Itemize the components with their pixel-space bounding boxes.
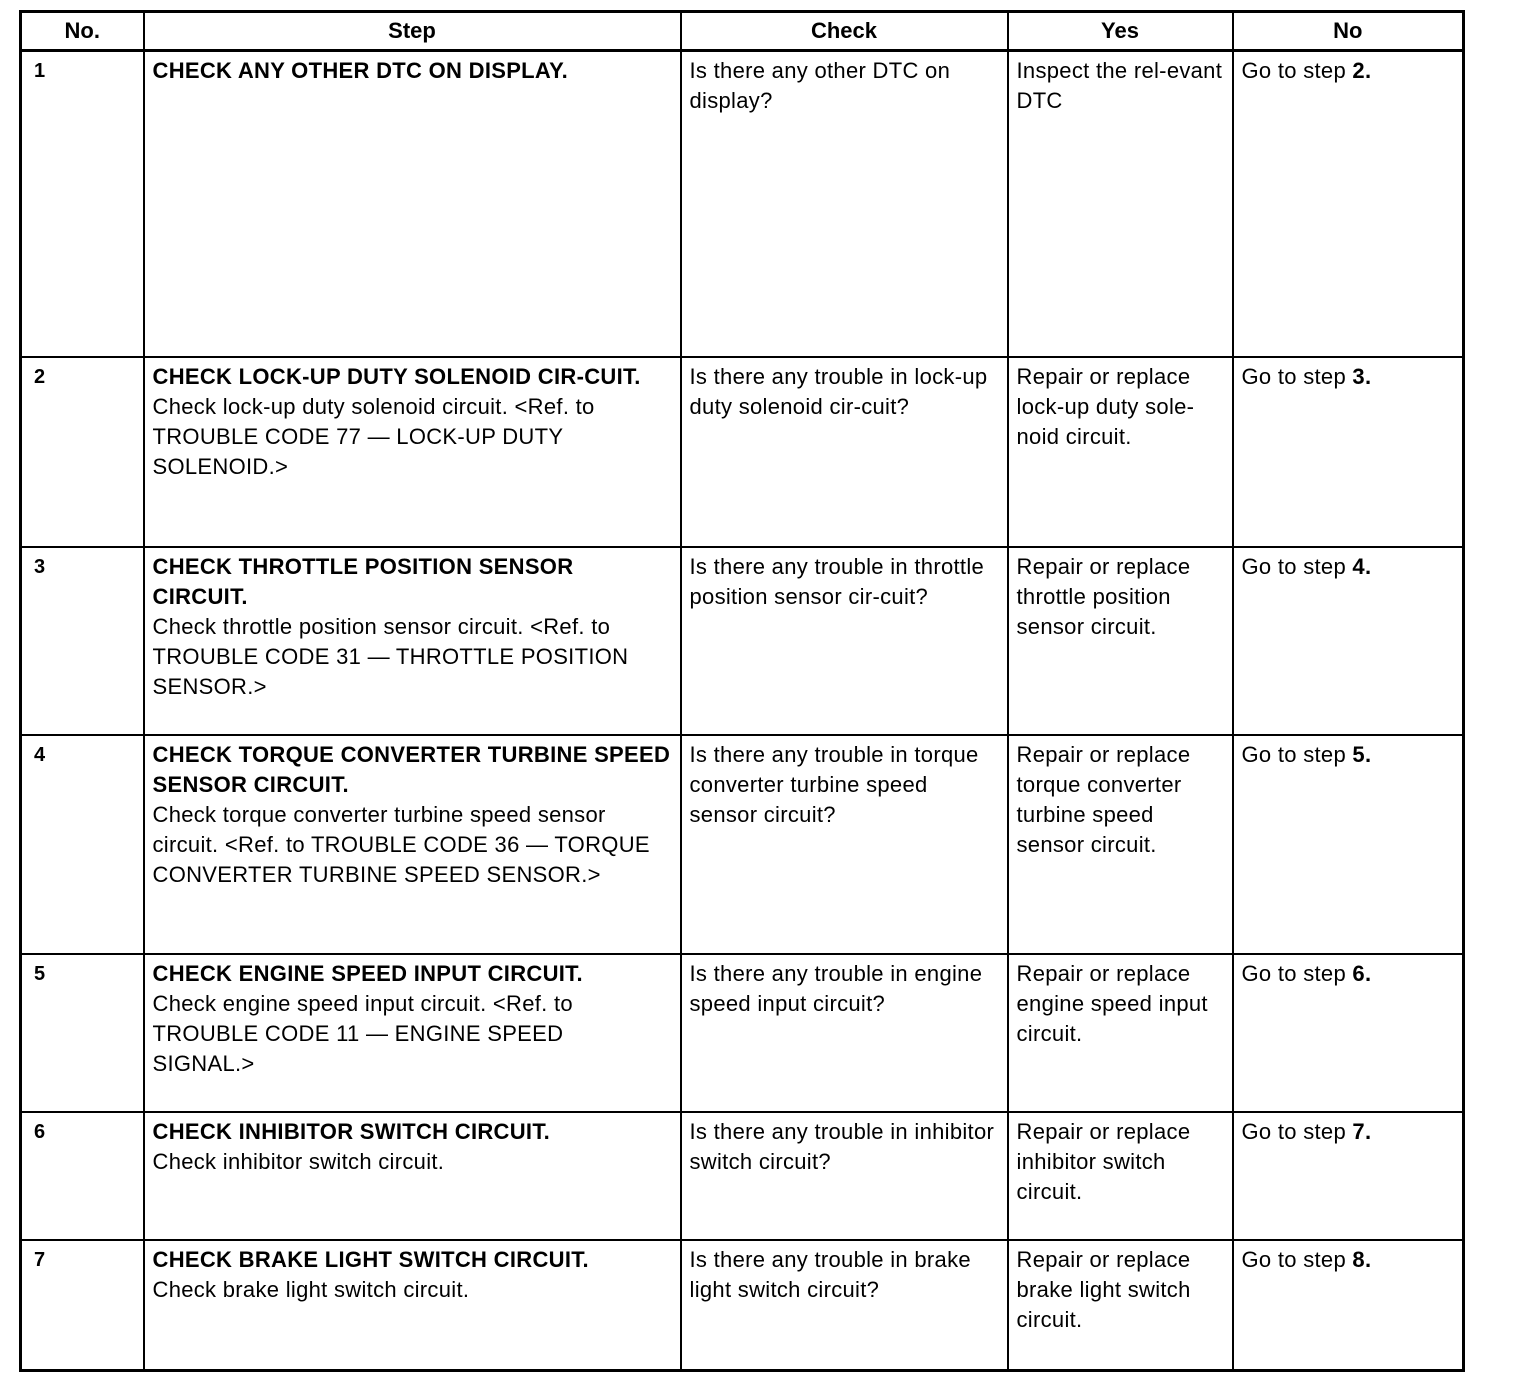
step-cell	[144, 735, 681, 954]
table-row	[21, 547, 1464, 735]
check-cell: Is there any trouble in lock-up duty solenoid cir-cuit?	[681, 357, 1008, 547]
goto-suffix: .	[1364, 742, 1372, 767]
table-row	[21, 954, 1464, 1112]
table-row	[21, 1240, 1464, 1371]
check-cell: Is there any other DTC on display?	[681, 51, 1008, 358]
goto-step-number: 6	[1352, 961, 1365, 986]
goto-suffix: .	[1364, 961, 1372, 986]
header-check: Check	[681, 12, 1008, 51]
step-title: CHECK THROTTLE POSITION SENSOR CIRCUIT.	[152, 554, 574, 609]
yes-cell: Repair or replace lock-up duty sole-noid circuit.	[1008, 357, 1233, 547]
table-row	[21, 357, 1464, 547]
step-title: CHECK INHIBITOR SWITCH CIRCUIT.	[152, 1119, 551, 1144]
step-cell	[144, 51, 681, 358]
table-row	[21, 51, 1464, 358]
step-title: CHECK ENGINE SPEED INPUT CIRCUIT.	[152, 961, 583, 986]
yes-cell: Repair or replace torque converter turbine speed sensor circuit.	[1008, 735, 1233, 954]
yes-cell: Inspect the rel-evant DTC	[1008, 51, 1233, 358]
step-number: 3	[21, 547, 144, 735]
yes-cell: Repair or replace brake light switch circuit.	[1008, 1240, 1233, 1371]
goto-step-number: 5	[1352, 742, 1365, 767]
no-cell	[1233, 357, 1464, 547]
goto-suffix: .	[1364, 1247, 1372, 1272]
step-detail: Check engine speed input circuit. <Ref. to TROUBLE CODE 11 — ENGINE SPEED SIGNAL.>	[152, 991, 573, 1076]
goto-prefix: Go to step	[1241, 1119, 1353, 1144]
step-number: 5	[21, 954, 144, 1112]
no-cell	[1233, 547, 1464, 735]
check-cell: Is there any trouble in engine speed input circuit?	[681, 954, 1008, 1112]
goto-suffix: .	[1364, 1119, 1372, 1144]
goto-step-number: 4	[1352, 554, 1365, 579]
table-row	[21, 1112, 1464, 1240]
goto-suffix: .	[1364, 58, 1372, 83]
yes-cell: Repair or replace engine speed input circuit.	[1008, 954, 1233, 1112]
step-number: 6	[21, 1112, 144, 1240]
goto-step-number: 2	[1352, 58, 1365, 83]
no-cell	[1233, 735, 1464, 954]
check-cell: Is there any trouble in brake light switch circuit?	[681, 1240, 1008, 1371]
step-title: CHECK TORQUE CONVERTER TURBINE SPEED SENSOR CIRCUIT.	[152, 742, 671, 797]
step-detail: Check lock-up duty solenoid circuit. <Ref. to TROUBLE CODE 77 — LOCK-UP DUTY SOLENOID.>	[152, 394, 595, 479]
step-cell	[144, 547, 681, 735]
step-cell	[144, 357, 681, 547]
goto-prefix: Go to step	[1241, 742, 1353, 767]
goto-step-number: 3	[1352, 364, 1365, 389]
no-cell	[1233, 954, 1464, 1112]
no-cell	[1233, 51, 1464, 358]
check-cell: Is there any trouble in inhibitor switch circuit?	[681, 1112, 1008, 1240]
goto-suffix: .	[1364, 554, 1372, 579]
no-cell	[1233, 1240, 1464, 1371]
step-number: 2	[21, 357, 144, 547]
goto-prefix: Go to step	[1241, 364, 1353, 389]
check-cell: Is there any trouble in throttle position sensor cir-cuit?	[681, 547, 1008, 735]
header-row	[21, 12, 1464, 51]
step-detail: Check inhibitor switch circuit.	[152, 1149, 445, 1174]
goto-suffix: .	[1364, 364, 1372, 389]
goto-prefix: Go to step	[1241, 58, 1353, 83]
goto-step-number: 8	[1352, 1247, 1365, 1272]
goto-step-number: 7	[1352, 1119, 1365, 1144]
header-no-result: No	[1233, 12, 1464, 51]
step-number: 7	[21, 1240, 144, 1371]
step-cell	[144, 1240, 681, 1371]
step-title: CHECK ANY OTHER DTC ON DISPLAY.	[152, 58, 569, 83]
step-number: 1	[21, 51, 144, 358]
table-row	[21, 735, 1464, 954]
step-cell	[144, 954, 681, 1112]
no-cell	[1233, 1112, 1464, 1240]
step-detail: Check brake light switch circuit.	[152, 1277, 470, 1302]
step-detail: Check torque converter turbine speed sensor circuit. <Ref. to TROUBLE CODE 36 — TORQUE CONVERTER TURBINE SPEED SENSOR.>	[152, 802, 650, 887]
header-yes: Yes	[1008, 12, 1233, 51]
step-cell	[144, 1112, 681, 1240]
step-title: CHECK LOCK-UP DUTY SOLENOID CIR-CUIT.	[152, 364, 641, 389]
header-no: No.	[21, 12, 144, 51]
goto-prefix: Go to step	[1241, 961, 1353, 986]
step-detail: Check throttle position sensor circuit. <Ref. to TROUBLE CODE 31 — THROTTLE POSITION SENSOR.>	[152, 614, 629, 699]
step-number: 4	[21, 735, 144, 954]
yes-cell: Repair or replace throttle position sensor circuit.	[1008, 547, 1233, 735]
header-step: Step	[144, 12, 681, 51]
goto-prefix: Go to step	[1241, 1247, 1353, 1272]
step-title: CHECK BRAKE LIGHT SWITCH CIRCUIT.	[152, 1247, 589, 1272]
check-cell: Is there any trouble in torque converter turbine speed sensor circuit?	[681, 735, 1008, 954]
goto-prefix: Go to step	[1241, 554, 1353, 579]
diagnostic-table	[19, 10, 1465, 1372]
yes-cell: Repair or replace inhibitor switch circuit.	[1008, 1112, 1233, 1240]
